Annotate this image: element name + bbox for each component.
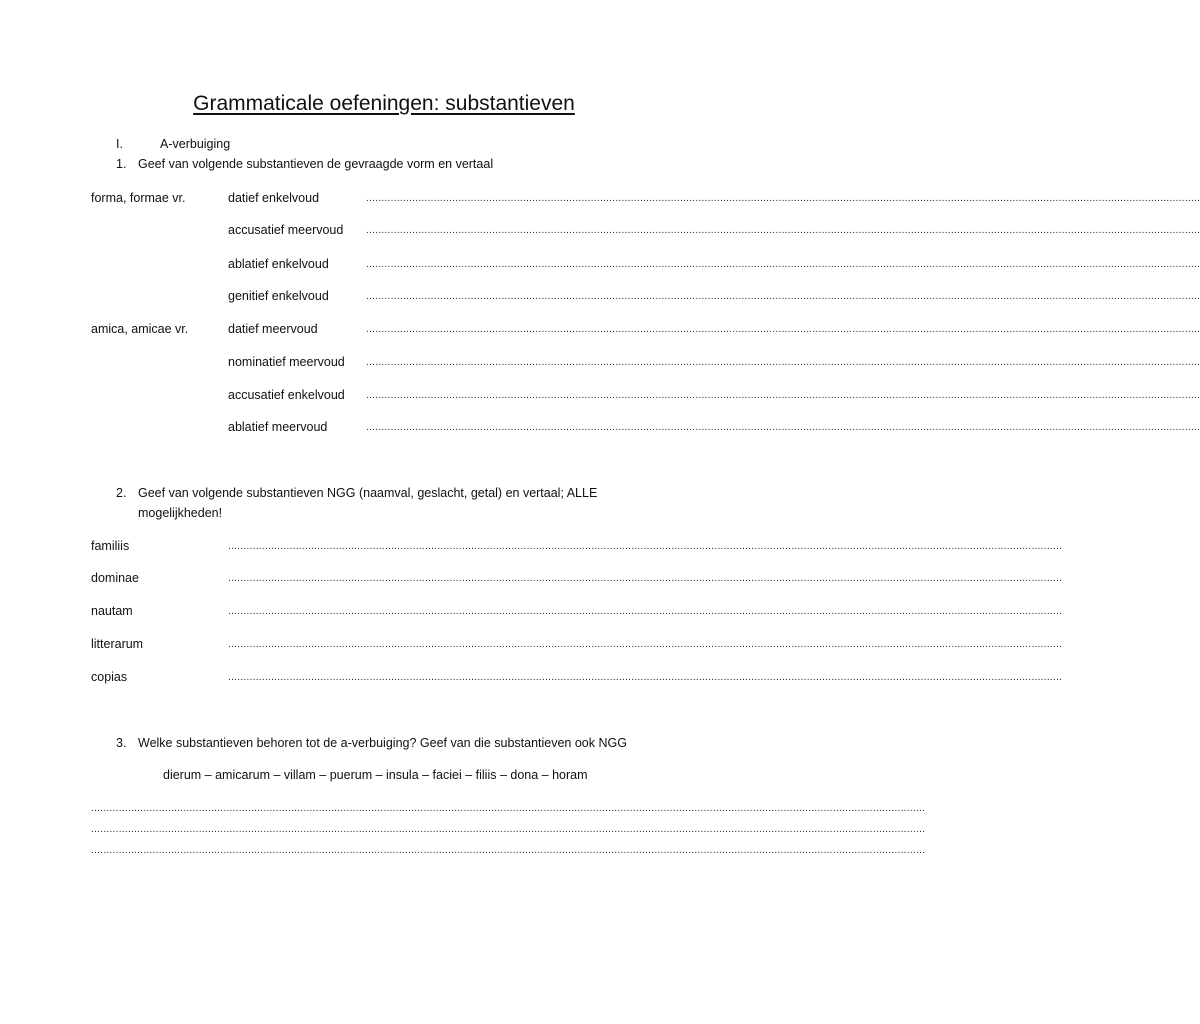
ex2-word: copias [91,670,128,684]
ex3-answer-line[interactable]: ............................................................................................................................................................................................................................................................................... [91,824,926,835]
exercise-2-instruction: Geef van volgende substantieven NGG (naamval, geslacht, getal) en vertaal; ALLE [138,486,598,500]
ex1-form: genitief enkelvoud [228,289,329,303]
ex2-answer-line[interactable]: ............................................................................................................................................................................................................................................................................... [228,541,1063,552]
ex2-word: familiis [91,539,130,553]
ex1-answer-line[interactable]: ............................................................................................................................................................................................................................................................................... [366,422,1200,433]
ex1-answer-line[interactable]: ............................................................................................................................................................................................................................................................................... [366,259,1200,270]
ex2-answer-line[interactable]: ............................................................................................................................................................................................................................................................................... [228,639,1063,650]
ex3-answer-line[interactable]: ............................................................................................................................................................................................................................................................................... [91,803,926,814]
section-heading: A-verbuiging [160,137,231,151]
ex1-form: datief meervoud [228,322,318,336]
ex1-answer-line[interactable]: ............................................................................................................................................................................................................................................................................... [366,324,1200,335]
ex2-answer-line[interactable]: ............................................................................................................................................................................................................................................................................... [228,606,1063,617]
ex1-answer-line[interactable]: ............................................................................................................................................................................................................................................................................... [366,291,1200,302]
exercise-2-number: 2. [116,486,127,500]
ex1-form: ablatief meervoud [228,420,328,434]
ex1-word: forma, formae vr. [91,191,186,205]
ex1-form: ablatief enkelvoud [228,257,329,271]
page-title: Grammaticale oefeningen: substantieven [193,92,575,115]
ex1-word: amica, amicae vr. [91,322,189,336]
ex2-answer-line[interactable]: ............................................................................................................................................................................................................................................................................... [228,573,1063,584]
ex1-form: accusatief meervoud [228,223,344,237]
ex1-answer-line[interactable]: ............................................................................................................................................................................................................................................................................... [366,225,1200,236]
exercise-3-instruction: Welke substantieven behoren tot de a-verbuiging? Geef van die substantieven ook NGG [138,736,627,750]
ex2-answer-line[interactable]: ............................................................................................................................................................................................................................................................................... [228,672,1063,683]
exercise-1-instruction: Geef van volgende substantieven de gevraagde vorm en vertaal [138,157,494,171]
ex1-form: datief enkelvoud [228,191,320,205]
ex1-form: accusatief enkelvoud [228,388,345,402]
exercise-3-number: 3. [116,736,127,750]
ex2-word: dominae [91,571,139,585]
ex2-word: litterarum [91,637,144,651]
section-numeral: I. [116,137,123,151]
ex1-answer-line[interactable]: ............................................................................................................................................................................................................................................................................... [366,390,1200,401]
exercise-3-wordlist: dierum – amicarum – villam – puerum – insula – faciei – filiis – dona – horam [163,768,588,782]
ex3-answer-line[interactable]: ............................................................................................................................................................................................................................................................................... [91,845,926,856]
ex2-word: nautam [91,604,133,618]
exercise-2-instruction-cont: mogelijkheden! [138,506,223,520]
ex1-answer-line[interactable]: ............................................................................................................................................................................................................................................................................... [366,193,1200,204]
ex1-form: nominatief meervoud [228,355,345,369]
ex1-answer-line[interactable]: ............................................................................................................................................................................................................................................................................... [366,357,1200,368]
exercise-1-number: 1. [116,157,127,171]
